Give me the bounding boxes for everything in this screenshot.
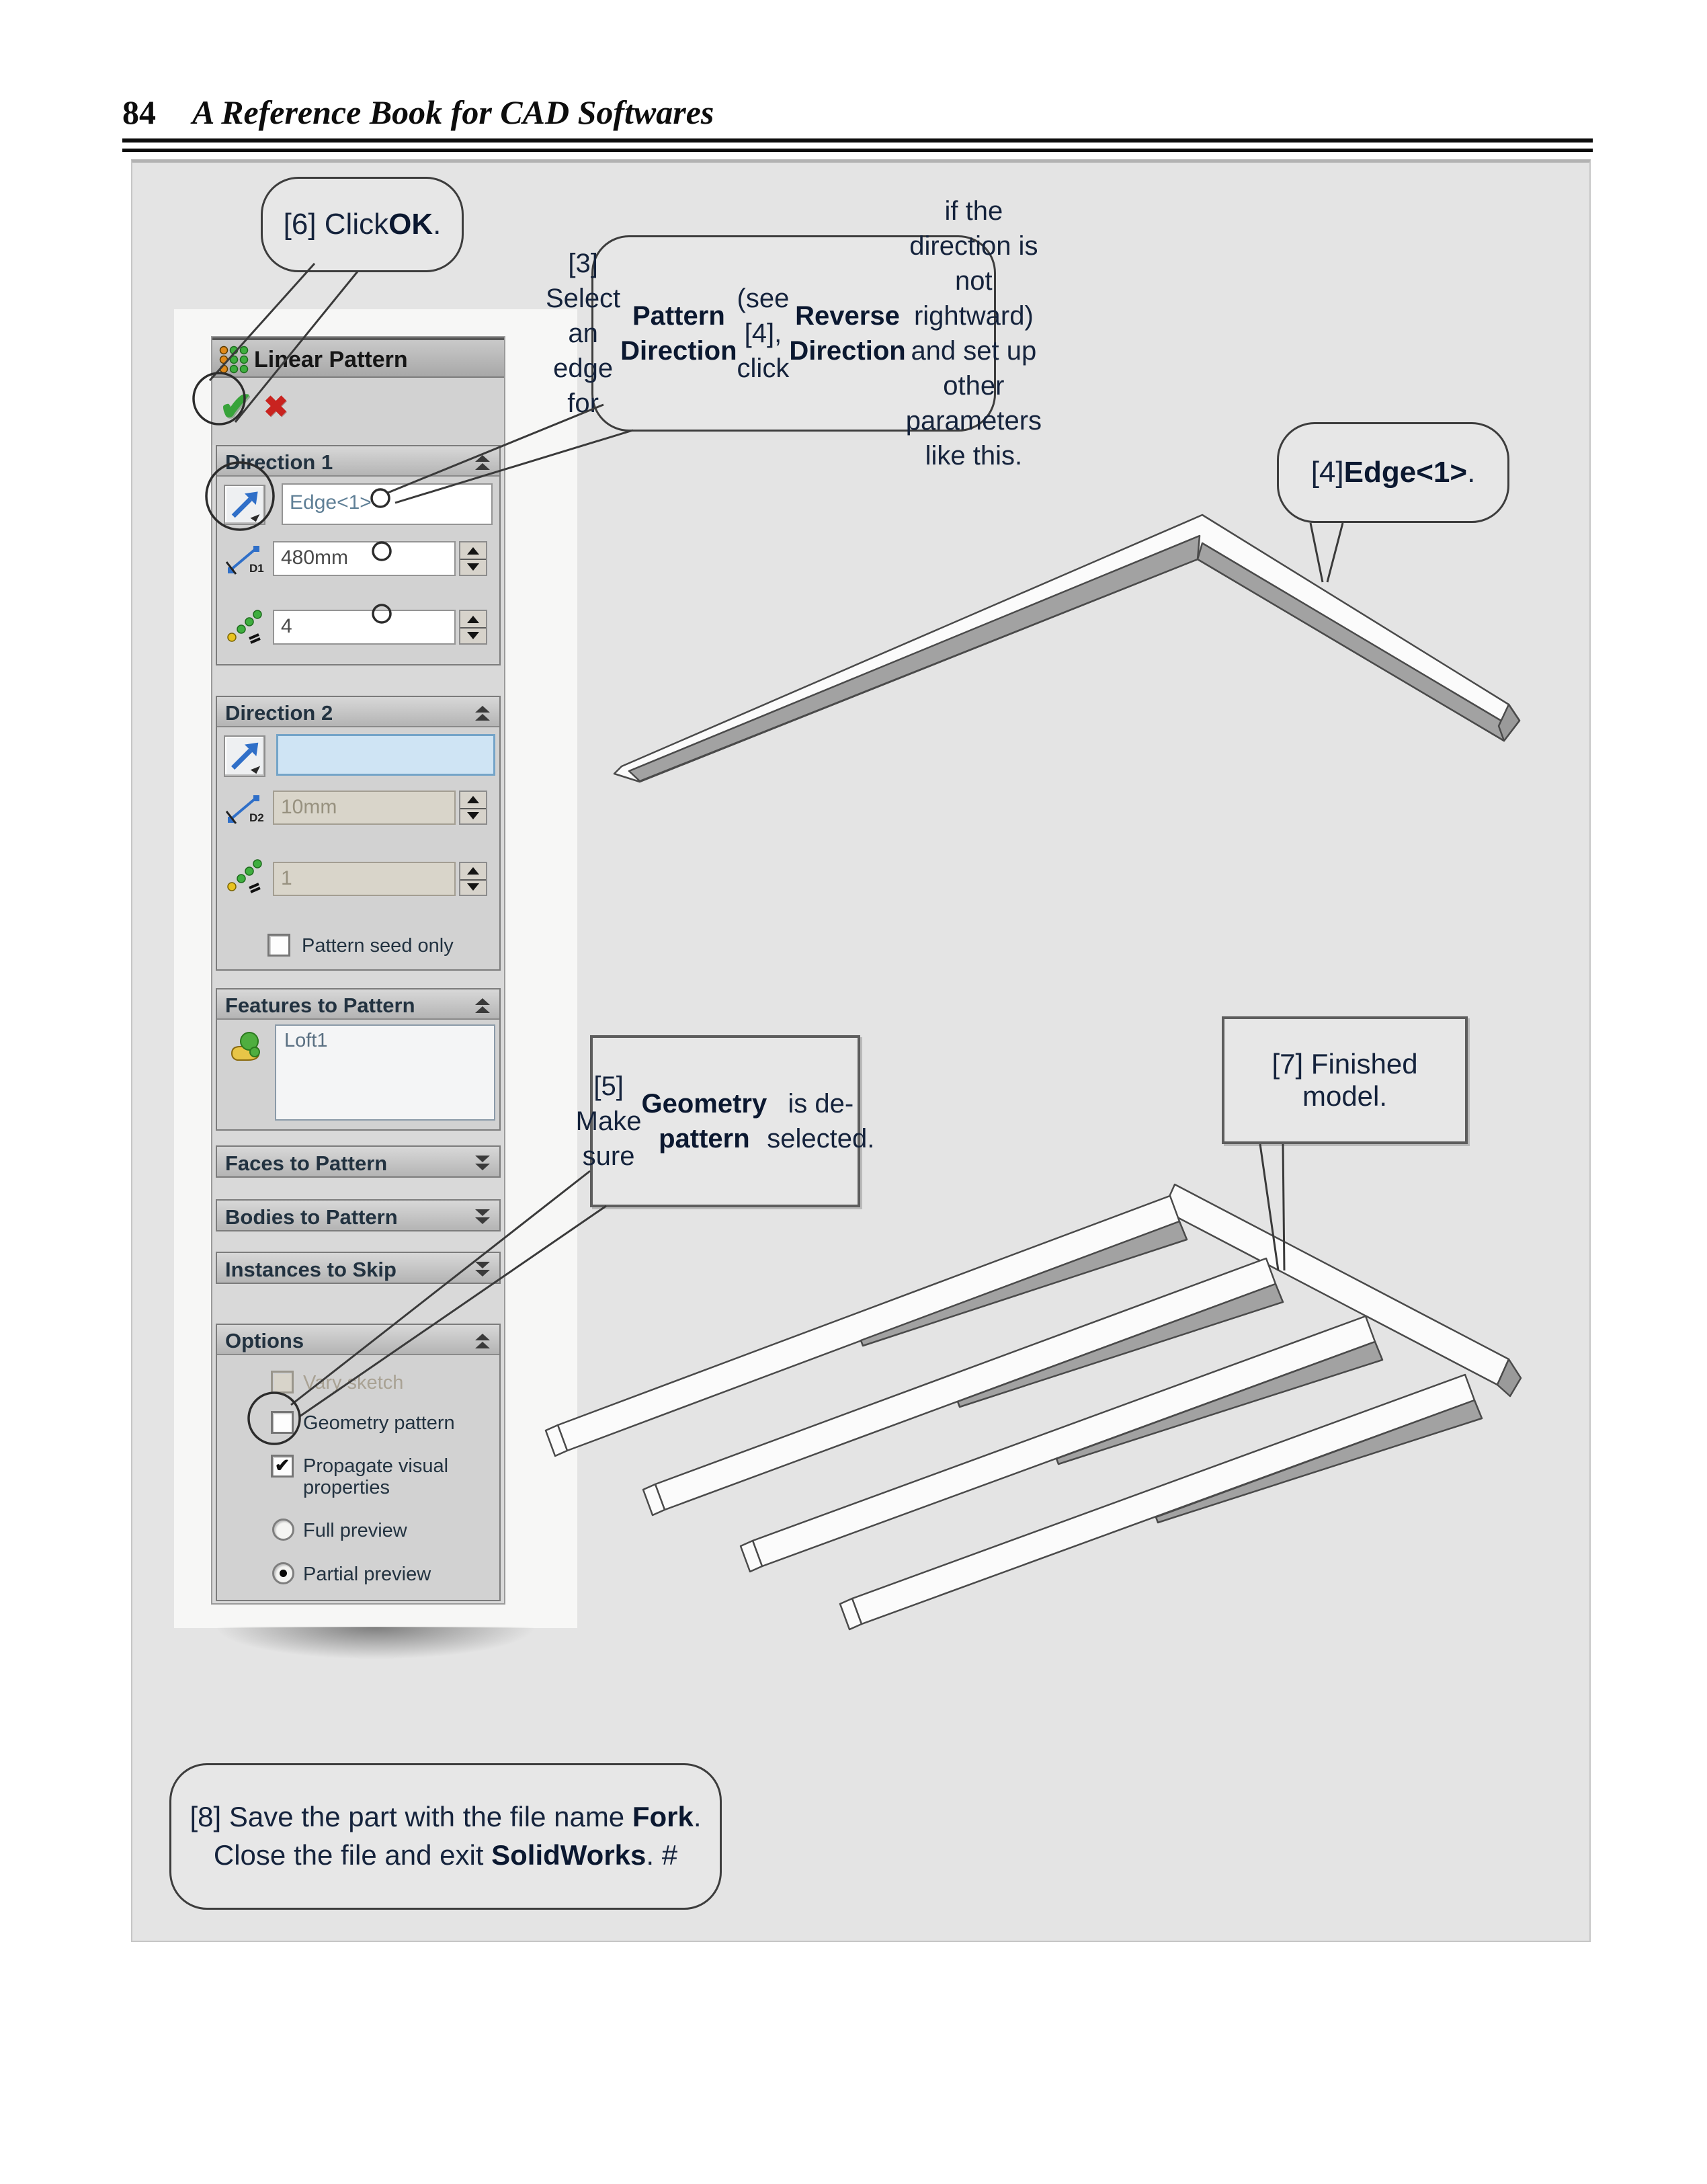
direction1-label: Direction 1 <box>225 450 333 474</box>
direction1-edge-field[interactable] <box>282 483 493 525</box>
direction2-spacing-spinner[interactable] <box>459 791 487 825</box>
page-number: 84 <box>122 93 156 131</box>
vary-sketch-checkbox[interactable] <box>271 1371 294 1393</box>
faces-label: Faces to Pattern <box>225 1151 388 1175</box>
collapse-up-icon[interactable] <box>475 1332 490 1350</box>
full-preview-label: Full preview <box>303 1520 407 1541</box>
instances-skip-label: Instances to Skip <box>225 1258 397 1281</box>
spinner-up-icon[interactable] <box>460 792 486 809</box>
direction1-instances-spinner[interactable] <box>459 610 487 645</box>
options-header[interactable] <box>217 1325 499 1355</box>
collapse-up-icon[interactable] <box>475 704 490 722</box>
callout-6-click-ok: [6] Click OK . <box>261 177 464 272</box>
instances-d1-icon <box>225 608 264 644</box>
reverse-direction-arrow-icon <box>225 737 264 776</box>
direction1-instances-field[interactable] <box>273 610 456 645</box>
instances-d2-icon <box>225 857 264 893</box>
direction2-section <box>216 696 501 971</box>
callout-8-save-part <box>169 1763 722 1910</box>
spinner-up-icon[interactable] <box>460 863 486 881</box>
partial-preview-label: Partial preview <box>303 1564 431 1585</box>
direction1-header[interactable] <box>217 446 499 477</box>
panel-title: Linear Pattern <box>254 347 408 372</box>
options-label: Options <box>225 1329 304 1352</box>
direction1-spacing-field[interactable] <box>273 541 456 576</box>
callout-5-geometry-pattern: [5] Make sure Geometry pattern is de-selected. <box>590 1035 860 1207</box>
full-preview-radio[interactable] <box>272 1519 294 1541</box>
collapse-up-icon[interactable] <box>475 454 490 471</box>
features-list-item[interactable]: Loft1 <box>284 1030 328 1051</box>
panel-title-bar <box>212 337 504 378</box>
header-rule <box>122 138 1593 152</box>
features-label: Features to Pattern <box>225 994 415 1017</box>
bodies-label: Bodies to Pattern <box>225 1205 398 1229</box>
direction2-spacing-field[interactable] <box>273 791 456 825</box>
partial-preview-radio[interactable] <box>272 1562 294 1584</box>
propagate-visual-label: Propagate visual properties <box>303 1455 449 1498</box>
callout-8-line2: Close the file and exit SolidWorks. # <box>213 1839 678 1871</box>
spinner-up-icon[interactable] <box>460 542 486 560</box>
direction2-instances-spinner[interactable] <box>459 862 487 896</box>
reverse-direction-arrow-icon <box>225 486 264 524</box>
spinner-down-icon[interactable] <box>460 879 486 895</box>
direction2-spacing-value: 10mm <box>281 796 337 818</box>
direction1-section <box>216 445 501 665</box>
direction2-label: Direction 2 <box>225 701 333 725</box>
vary-sketch-label: Vary sketch <box>303 1372 404 1393</box>
features-listbox[interactable] <box>275 1024 495 1121</box>
panel-confirm-row <box>212 378 504 445</box>
callout-7-finished-model: [7] Finished model. <box>1222 1016 1468 1144</box>
cancel-button[interactable]: ✖ <box>263 391 288 423</box>
direction2-reverse-button[interactable] <box>224 735 265 777</box>
check-mark-icon: ✔ <box>274 1455 290 1475</box>
spinner-down-icon[interactable] <box>460 627 486 643</box>
pattern-seed-only-label: Pattern seed only <box>302 935 454 957</box>
faces-to-pattern-bar[interactable] <box>216 1145 501 1178</box>
spinner-down-icon[interactable] <box>460 808 486 824</box>
ok-button[interactable]: ✔ <box>219 384 253 429</box>
linear-pattern-icon <box>218 344 249 375</box>
spinner-up-icon[interactable] <box>460 611 486 629</box>
options-section <box>216 1324 501 1601</box>
direction2-instances-field[interactable] <box>273 862 456 896</box>
direction2-instances-value: 1 <box>281 867 292 889</box>
geometry-pattern-checkbox[interactable] <box>271 1411 294 1434</box>
callout-4-edge1: [4] Edge<1> . <box>1277 422 1509 523</box>
pattern-seed-only-checkbox[interactable] <box>267 934 290 957</box>
linear-pattern-panel <box>211 336 505 1605</box>
direction1-spacing-value: 480mm <box>281 547 349 569</box>
direction1-edge-value: Edge<1> <box>290 491 372 514</box>
direction1-instances-value: 4 <box>281 615 292 637</box>
expand-down-icon[interactable] <box>475 1208 490 1225</box>
page-curl-shadow <box>174 1627 577 1670</box>
direction1-reverse-button[interactable] <box>224 485 265 525</box>
page-header <box>122 93 1594 132</box>
spacing-d2-label: D2 <box>249 811 264 824</box>
direction2-header[interactable] <box>217 697 499 727</box>
expand-down-icon[interactable] <box>475 1154 490 1172</box>
direction2-edge-field[interactable] <box>276 734 495 776</box>
book-title: A Reference Book for CAD Softwares <box>192 93 714 131</box>
propagate-visual-checkbox[interactable] <box>271 1455 294 1478</box>
spacing-d1-label: D1 <box>249 562 264 575</box>
callout-8-line1: [8] Save the part with the file name Fork. <box>190 1801 702 1833</box>
loft-feature-icon <box>228 1028 264 1063</box>
direction1-spacing-spinner[interactable] <box>459 541 487 576</box>
expand-down-icon[interactable] <box>475 1260 490 1278</box>
features-section <box>216 988 501 1131</box>
features-header[interactable] <box>217 989 499 1020</box>
collapse-up-icon[interactable] <box>475 997 490 1014</box>
callout-3-select-edge: [3] Select an edge for Pattern Direction (see [4], click Reverse Direction if the direction is not rightward) and set up other parameters like this. <box>546 196 1042 471</box>
instances-to-skip-bar[interactable] <box>216 1252 501 1284</box>
geometry-pattern-label: Geometry pattern <box>303 1412 455 1434</box>
spinner-down-icon[interactable] <box>460 559 486 575</box>
bodies-to-pattern-bar[interactable] <box>216 1199 501 1231</box>
